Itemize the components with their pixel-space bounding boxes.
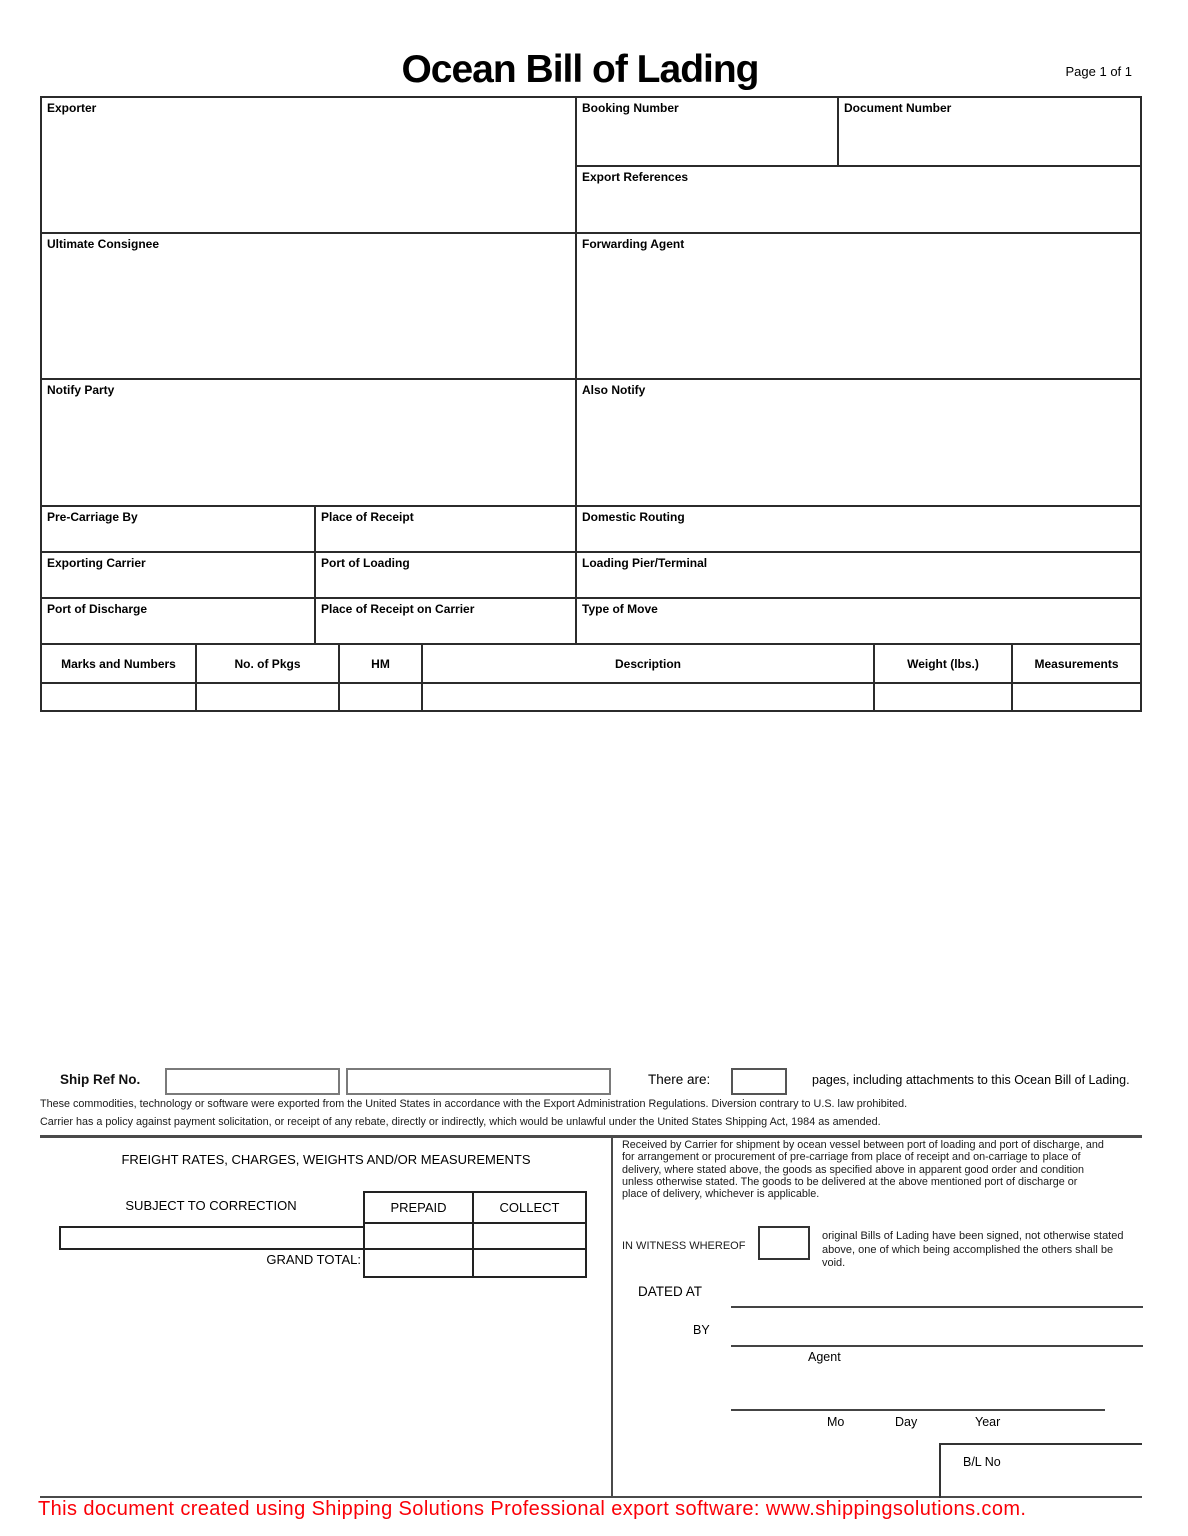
prepaid-header: PREPAID — [363, 1191, 474, 1224]
pre-carriage-by-field[interactable] — [40, 505, 316, 553]
domestic-routing-field[interactable] — [575, 505, 1142, 553]
cargo-header-pkgs: No. of Pkgs — [195, 643, 340, 684]
document-number-field[interactable] — [837, 96, 1142, 167]
bottom-section-top-rule — [40, 1135, 1142, 1138]
grand-total-collect-cell[interactable] — [472, 1248, 587, 1278]
pages-count-input[interactable] — [731, 1068, 787, 1095]
place-of-receipt-on-carrier-field[interactable] — [314, 597, 579, 645]
subject-to-correction-label: SUBJECT TO CORRECTION — [125, 1198, 297, 1213]
booking-number-field[interactable] — [575, 96, 841, 167]
by-signature-line[interactable] — [731, 1329, 1143, 1347]
dated-at-line[interactable] — [731, 1290, 1143, 1308]
type-of-move-field[interactable] — [575, 597, 1142, 645]
prepaid-amount-cell[interactable] — [363, 1222, 474, 1250]
place-of-receipt-field[interactable] — [314, 505, 579, 553]
cargo-header-hm: HM — [338, 643, 423, 684]
legal-line-2: Carrier has a policy against payment solicitation, or receipt of any rebate, directly or indirectly, which would be unlawful under the United States Shipping Act, 1984 as amended. — [40, 1116, 881, 1128]
cargo-cell-pkgs[interactable] — [195, 682, 340, 712]
legal-line-1: These commodities, technology or software were exported from the United States in accordance with the Export Administration Regulations. Diversion contrary to U.S. law prohibited. — [40, 1098, 908, 1110]
notify-party-label: Notify Party — [47, 383, 115, 397]
year-label: Year — [975, 1415, 1001, 1429]
pages-suffix-label: pages, including attachments to this Ocean Bill of Lading. — [812, 1073, 1130, 1087]
bl-number-label: B/L No — [963, 1455, 1001, 1469]
there-are-label: There are: — [648, 1072, 711, 1087]
ship-ref-input-1[interactable] — [165, 1068, 340, 1095]
dated-at-label: DATED AT — [638, 1284, 703, 1299]
exporter-label: Exporter — [47, 101, 97, 115]
also-notify-label: Also Notify — [582, 383, 646, 397]
cargo-cell-hm[interactable] — [338, 682, 423, 712]
document-number-label: Document Number — [844, 101, 952, 115]
page-title: Ocean Bill of Lading — [401, 48, 759, 91]
footer-attribution: This document created using Shipping Solutions Professional export software: www.shippingsolutions.com. — [38, 1498, 1027, 1520]
cargo-cell-marks[interactable] — [40, 682, 197, 712]
grand-total-prepaid-cell[interactable] — [363, 1248, 474, 1278]
loading-pier-terminal-label: Loading Pier/Terminal — [582, 556, 708, 570]
mo-label: Mo — [827, 1415, 845, 1429]
agent-label: Agent — [808, 1350, 841, 1364]
ship-ref-input-2[interactable] — [346, 1068, 611, 1095]
exporting-carrier-label: Exporting Carrier — [47, 556, 146, 570]
date-line[interactable] — [731, 1393, 1105, 1411]
day-label: Day — [895, 1415, 918, 1429]
port-of-loading-field[interactable] — [314, 551, 579, 599]
freight-heading: FREIGHT RATES, CHARGES, WEIGHTS AND/OR MEASUREMENTS — [121, 1152, 531, 1167]
loading-pier-terminal-field[interactable] — [575, 551, 1142, 599]
grand-total-label: GRAND TOTAL: — [266, 1252, 361, 1267]
exporter-field[interactable] — [40, 96, 579, 234]
carrier-receipt-paragraph: Received by Carrier for shipment by ocean vessel between port of loading and port of discharge, and for arrangement or procurement of pre-carriage from place of receipt and on-carriage to place of delivery, where stated above, the goods as specified above in apparent good order and condition unless otherwise stated. The goods to be delivered at the above mentioned port of discharge or place of delivery, whichever is applicable. — [622, 1139, 1104, 1201]
ultimate-consignee-field[interactable] — [40, 232, 579, 380]
cargo-header-marks: Marks and Numbers — [40, 643, 197, 684]
booking-number-label: Booking Number — [582, 101, 679, 115]
place-of-receipt-label: Place of Receipt — [321, 510, 414, 524]
cargo-cell-measurements[interactable] — [1011, 682, 1142, 712]
collect-amount-cell[interactable] — [472, 1222, 587, 1250]
in-witness-whereof-label: IN WITNESS WHEREOF — [622, 1240, 746, 1252]
port-of-discharge-label: Port of Discharge — [47, 602, 148, 616]
domestic-routing-label: Domestic Routing — [582, 510, 685, 524]
ship-ref-label: Ship Ref No. — [60, 1072, 141, 1087]
cargo-header-description: Description — [421, 643, 875, 684]
charges-description-cell[interactable] — [59, 1226, 365, 1250]
place-of-receipt-on-carrier-label: Place of Receipt on Carrier — [321, 602, 475, 616]
forwarding-agent-label: Forwarding Agent — [582, 237, 685, 251]
witness-count-input[interactable] — [758, 1226, 810, 1260]
type-of-move-label: Type of Move — [582, 602, 658, 616]
witness-note: original Bills of Lading have been signed, not otherwise stated above, one of which being accomplished the others shall be void. — [822, 1230, 1124, 1270]
cargo-header-weight: Weight (lbs.) — [873, 643, 1013, 684]
pre-carriage-by-label: Pre-Carriage By — [47, 510, 138, 524]
bottom-section-divider — [611, 1136, 613, 1496]
notify-party-field[interactable] — [40, 378, 579, 507]
cargo-header-measurements: Measurements — [1011, 643, 1142, 684]
export-references-field[interactable] — [575, 165, 1142, 234]
forwarding-agent-field[interactable] — [575, 232, 1142, 380]
cargo-cell-weight[interactable] — [873, 682, 1013, 712]
ultimate-consignee-label: Ultimate Consignee — [47, 237, 160, 251]
export-references-label: Export References — [582, 170, 689, 184]
also-notify-field[interactable] — [575, 378, 1142, 507]
page-indicator: Page 1 of 1 — [1065, 64, 1132, 79]
bl-number-field[interactable] — [939, 1443, 1142, 1498]
exporting-carrier-field[interactable] — [40, 551, 316, 599]
cargo-cell-description[interactable] — [421, 682, 875, 712]
collect-header: COLLECT — [472, 1191, 587, 1224]
port-of-discharge-field[interactable] — [40, 597, 316, 645]
by-label: BY — [693, 1323, 710, 1337]
port-of-loading-label: Port of Loading — [321, 556, 410, 570]
